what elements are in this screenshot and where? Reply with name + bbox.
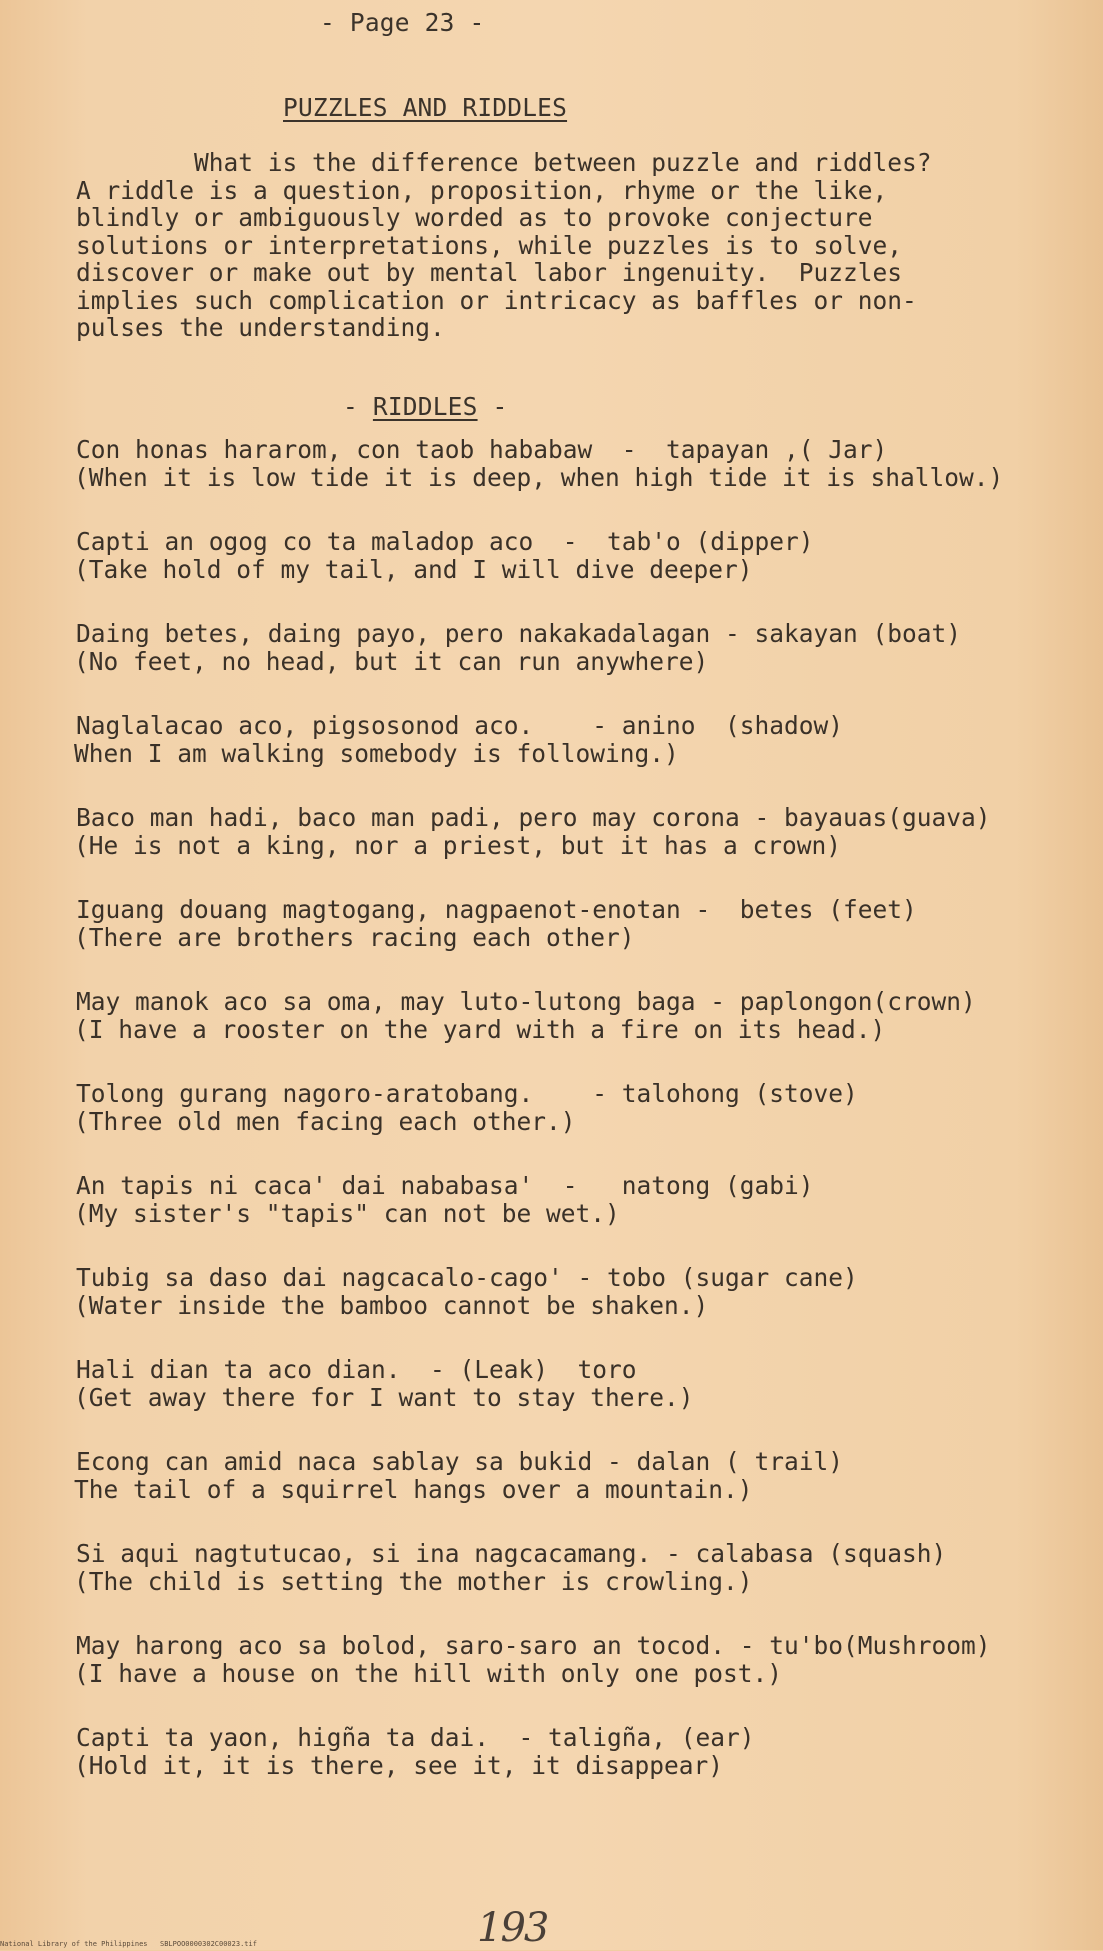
section-heading-text: RIDDLES — [372, 392, 478, 421]
riddle-english: (Three old men facing each other.) — [74, 1106, 576, 1136]
riddle-item — [76, 896, 1076, 951]
riddle-bikol: Hali dian ta aco dian. - (Leak) toro — [76, 1355, 637, 1384]
riddle-bikol: Tolong gurang nagoro-aratobang. - talohong (stove) — [76, 1079, 858, 1108]
riddle-bikol: Con honas hararom, con taob hababaw - tapayan ,( Jar) — [76, 435, 888, 464]
riddle-english: (I have a house on the hill with only one post.) — [74, 1658, 783, 1688]
riddle-item — [76, 1540, 1076, 1595]
riddle-english: (Get away there for I want to stay there.) — [74, 1382, 694, 1412]
riddle-bikol: Iguang douang magtogang, nagpaenot-enotan - betes (feet) — [76, 895, 917, 924]
riddle-bikol: Si aqui nagtutucao, si ina nagcacamang. - calabasa (squash) — [76, 1539, 947, 1568]
handwritten-page-number: 193 — [477, 1905, 548, 1951]
riddle-item — [76, 712, 1076, 767]
riddle-bikol: Capti an ogog co ta maladop aco - tab'o (dipper) — [76, 527, 814, 556]
riddle-item — [76, 988, 1076, 1043]
riddle-english: (When it is low tide it is deep, when high tide it is shallow.) — [74, 462, 1004, 492]
riddle-item — [76, 528, 1076, 583]
riddle-english: (No feet, no head, but it can run anywhere) — [74, 646, 709, 676]
riddle-english: (Take hold of my tail, and I will dive deeper) — [74, 554, 753, 584]
intro-line: implies such complication or intricacy as baffles or non- — [76, 285, 917, 315]
riddle-item — [76, 436, 1076, 491]
riddle-bikol: Naglalacao aco, pigsosonod aco. - anino (shadow) — [76, 711, 844, 740]
intro-paragraph — [76, 148, 932, 341]
page-title: PUZZLES AND RIDDLES — [283, 93, 568, 122]
riddle-item — [76, 1632, 1076, 1687]
intro-line: solutions or interpretations, while puzzles is to solve, — [76, 230, 903, 260]
section-heading: - RIDDLES - — [343, 392, 508, 421]
riddle-item — [76, 1724, 1076, 1779]
intro-line: pulses the understanding. — [76, 313, 445, 342]
riddle-bikol: Econg can amid naca sablay sa bukid - dalan ( trail) — [76, 1447, 844, 1476]
riddle-english: When I am walking somebody is following.) — [74, 738, 679, 768]
riddle-english: (He is not a king, nor a priest, but it has a crown) — [74, 830, 842, 860]
intro-line: discover or make out by mental labor ingenuity. Puzzles — [76, 258, 903, 287]
riddle-bikol: May harong aco sa bolod, saro-saro an tocod. - tu'bo(Mushroom) — [76, 1631, 991, 1660]
intro-line: What is the difference between puzzle and riddles? — [76, 148, 932, 177]
riddle-bikol: Tubig sa daso dai nagcacalo-cago' - tobo (sugar cane) — [76, 1263, 858, 1292]
riddle-item — [76, 804, 1076, 859]
riddle-bikol: Baco man hadi, baco man padi, pero may corona - bayauas(guava) — [76, 803, 991, 832]
riddle-item — [76, 1264, 1076, 1319]
riddle-english: (Hold it, it is there, see it, it disappear) — [74, 1750, 724, 1780]
riddle-bikol: May manok aco sa oma, may luto-lutong baga - paplongon(crown) — [76, 987, 976, 1016]
riddle-item — [76, 620, 1076, 675]
riddle-item — [76, 1356, 1076, 1411]
riddle-english: (There are brothers racing each other) — [74, 922, 635, 952]
riddle-english: (Water inside the bamboo cannot be shaken.) — [74, 1290, 709, 1320]
riddle-item — [76, 1448, 1076, 1503]
riddle-english: (The child is setting the mother is crowling.) — [74, 1566, 753, 1596]
intro-line: blindly or ambiguously worded as to provoke conjecture — [76, 203, 873, 232]
riddle-item — [76, 1172, 1076, 1227]
riddle-english: (My sister's "tapis" can not be wet.) — [74, 1198, 620, 1228]
riddle-bikol: Daing betes, daing payo, pero nakakadalagan - sakayan (boat) — [76, 619, 962, 648]
riddle-item — [76, 1080, 1076, 1135]
page-header: - Page 23 - — [320, 8, 485, 37]
riddle-bikol: Capti ta yaon, higña ta dai. - taligña, (ear) — [76, 1723, 755, 1752]
riddle-english: (I have a rooster on the yard with a fire on its head.) — [74, 1014, 886, 1044]
footer-file-label: SBLPOO0000302C00023.tif — [160, 1940, 257, 1948]
intro-line: A riddle is a question, proposition, rhyme or the like, — [76, 175, 888, 205]
riddle-english: The tail of a squirrel hangs over a mountain.) — [74, 1474, 753, 1504]
riddle-bikol: An tapis ni caca' dai nababasa' - natong (gabi) — [76, 1171, 814, 1200]
footer-library-label: National Library of the Philippines — [0, 1940, 148, 1948]
riddle-list — [76, 436, 1076, 1816]
